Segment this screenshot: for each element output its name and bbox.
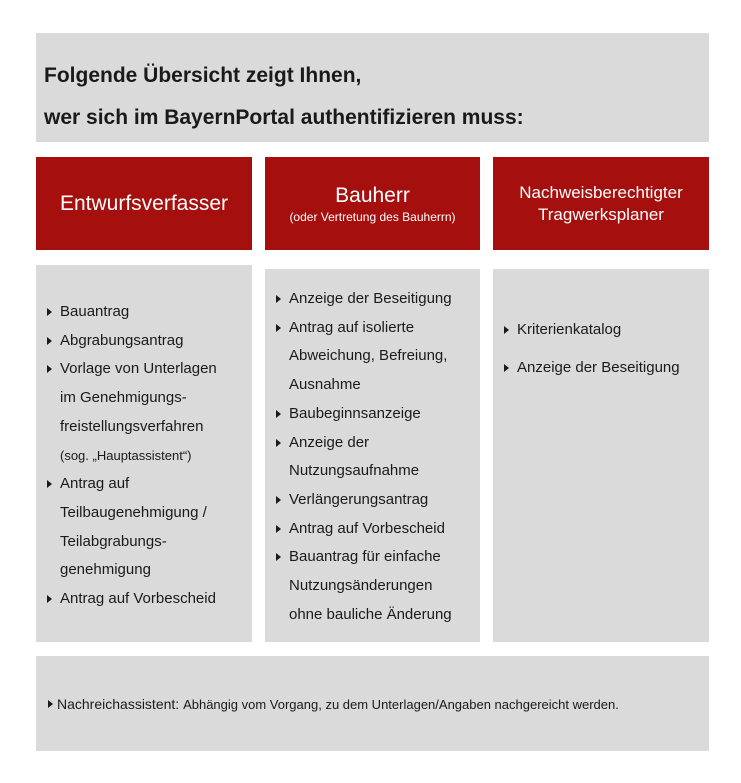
item-note: (sog. „Hauptassistent“) <box>60 447 192 463</box>
item-text-line: Anzeige der Beseitigung <box>289 290 452 307</box>
item-text-line: Nutzungsaufnahme <box>289 462 420 480</box>
list-item <box>47 355 252 470</box>
item-text-line: Teilbaugenehmigung / <box>60 503 207 521</box>
bullet-arrow-icon <box>47 308 52 316</box>
bullet-arrow-icon <box>504 326 509 334</box>
bullet-arrow-icon <box>276 553 281 561</box>
bullet-arrow-icon <box>47 365 52 373</box>
list-item <box>504 349 709 387</box>
column-bauherr <box>265 269 480 642</box>
header-bauherr <box>265 157 480 250</box>
item-text-line: Anzeige der Beseitigung <box>517 359 680 376</box>
title-line-2: wer sich im BayernPortal authentifizieren muss: <box>44 106 524 129</box>
bullet-arrow-icon <box>276 439 281 447</box>
item-text-line: Antrag auf Vorbescheid <box>289 519 445 537</box>
item-list <box>47 298 252 614</box>
list-item <box>47 585 252 614</box>
item-text-line: Abgrabungsantrag <box>60 331 184 349</box>
item-text-line: Anzeige der <box>289 433 370 451</box>
list-item <box>47 298 252 327</box>
list-item <box>47 327 252 356</box>
bullet-arrow-icon <box>47 337 52 345</box>
item-text-line: Bauantrag für einfache <box>289 548 441 566</box>
list-item <box>276 429 480 486</box>
item-text-line: Antrag auf isolierte <box>289 318 415 336</box>
item-text-line: ohne bauliche Änderung <box>289 605 452 623</box>
list-item <box>276 314 480 400</box>
list-item <box>276 400 480 429</box>
item-text-line: freistellungsverfahren <box>60 417 204 435</box>
header-sublabel: (oder Vertretung des Bauherrn) <box>289 209 456 224</box>
bullet-arrow-icon <box>276 496 281 504</box>
header-entwurfsverfasser <box>36 157 252 250</box>
bullet-arrow-icon <box>48 700 53 708</box>
header-tragwerksplaner <box>493 157 709 250</box>
item-text-line: Baubeginnsanzeige <box>289 404 421 422</box>
list-item <box>276 285 480 314</box>
item-text-line: Verlängerungsantrag <box>289 490 429 508</box>
list-item <box>47 470 252 585</box>
item-text-line: Kriterienkatalog <box>517 321 622 338</box>
header-label: Entwurfsverfasser <box>59 191 229 215</box>
item-list <box>504 311 709 387</box>
bullet-arrow-icon <box>47 480 52 488</box>
header-label-line-1: Nachweisberechtigter <box>519 182 683 202</box>
item-text-line: Antrag auf <box>60 475 130 493</box>
footer-item <box>48 696 619 712</box>
header-label: Bauherr <box>335 183 410 207</box>
bullet-arrow-icon <box>276 295 281 303</box>
title-line-1: Folgende Übersicht zeigt Ihnen, <box>44 64 362 87</box>
item-text-line: genehmigung <box>60 561 151 579</box>
item-text-line: Bauantrag <box>60 303 130 320</box>
bullet-arrow-icon <box>47 595 52 603</box>
header-label-line-2: Tragwerksplaner <box>538 204 664 224</box>
item-text-line: Abweichung, Befreiung, <box>289 347 448 365</box>
title-box <box>36 33 709 142</box>
list-item <box>276 486 480 515</box>
item-text-line: Nutzungsänderungen <box>289 577 433 595</box>
item-text-line: Teilabgrabungs- <box>60 532 167 550</box>
footer-label: Nachreichassistent: <box>57 695 180 712</box>
item-text-line: Antrag auf Vorbescheid <box>60 590 216 608</box>
bullet-arrow-icon <box>276 324 281 332</box>
bullet-arrow-icon <box>276 525 281 533</box>
bullet-arrow-icon <box>276 410 281 418</box>
item-text-line: Vorlage von Unterlagen <box>60 360 217 378</box>
column-entwurfsverfasser <box>36 265 252 642</box>
list-item <box>276 543 480 629</box>
bullet-arrow-icon <box>504 364 509 372</box>
item-text-line: im Genehmigungs- <box>60 389 187 407</box>
footer-box <box>36 656 709 751</box>
list-item <box>276 515 480 544</box>
item-list <box>276 285 480 629</box>
footer-detail: Abhängig vom Vorgang, zu dem Unterlagen/Angaben nachgereicht werden. <box>183 696 619 712</box>
list-item <box>504 311 709 349</box>
item-text-line: Ausnahme <box>289 376 361 394</box>
column-tragwerksplaner <box>493 269 709 642</box>
